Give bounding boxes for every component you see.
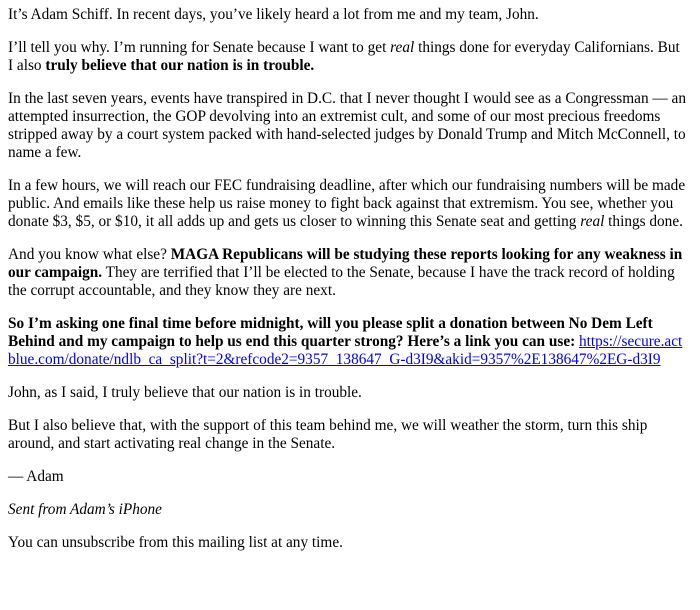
events-paragraph: In the last seven years, events have transpired in D.C. that I never thought I would see as a Congressman — an attempted insurrection, the GOP devolving into an extremist cult, and some of our most precious freedoms stripped away by a court system packed with hand-selected judges by Donald Trump and Mitch McConnell, to name a few. [8, 90, 686, 161]
real-emphasis: real [390, 39, 415, 56]
maga-emphasis: MAGA Republicans will be studying these reports looking for any weakness in our campaign. [8, 246, 683, 281]
real-emphasis-2: real [580, 213, 605, 230]
sent-from [8, 501, 688, 519]
deadline-text-2: things done. [604, 213, 683, 230]
deadline-text-1: In a few hours, we will reach our FEC fundraising deadline, after which our fundraising numbers will be made public. And emails like these help us raise money to fight back against that extremism. You see, whether you donate $3, $5, or $10, it all adds up and gets us closer to winning this Senate seat and getting [8, 177, 686, 230]
email-body [8, 6, 688, 567]
storm-paragraph: But I also believe that, with the support of this team behind me, we will weather the storm, turn this ship around, and start activating real change in the Senate. [8, 417, 648, 452]
maga-text-1: And you know what else? [8, 246, 171, 263]
reason-text-2: things done for everyday Californians. But I also [8, 39, 680, 74]
repeat-paragraph: John, as I said, I truly believe that our nation is in trouble. [8, 384, 362, 401]
sent-from-text: Sent from Adam’s iPhone [8, 501, 162, 518]
ask-text: So I’m asking one final time before midnight, will you please split a donation between No Dem Left Behind and my campaign to help us end this quarter strong? Here’s a link you can use: [8, 315, 653, 350]
signature: — Adam [8, 468, 64, 485]
intro-paragraph: It’s Adam Schiff. In recent days, you’ve likely heard a lot from me and my team, John. [8, 6, 539, 23]
ask-paragraph [8, 315, 688, 369]
unsubscribe-text: You can unsubscribe from this mailing list at any time. [8, 534, 343, 551]
reason-text-1: I’ll tell you why. I’m running for Senate because I want to get [8, 39, 391, 56]
maga-text-2: They are terrified that I’ll be elected to the Senate, because I have the track record of holding the corrupt accountable, and they know they are next. [8, 264, 675, 299]
maga-paragraph [8, 246, 688, 300]
trouble-statement: truly believe that our nation is in trouble. [45, 57, 315, 74]
donate-link[interactable]: https://secure.actblue.com/donate/ndlb_ca_split?t=2&refcode2=9357_138647_G-d3I9&akid=9357%2E138647%2EG-d3I9 [8, 333, 683, 368]
reason-paragraph [8, 39, 688, 75]
deadline-paragraph [8, 177, 688, 231]
